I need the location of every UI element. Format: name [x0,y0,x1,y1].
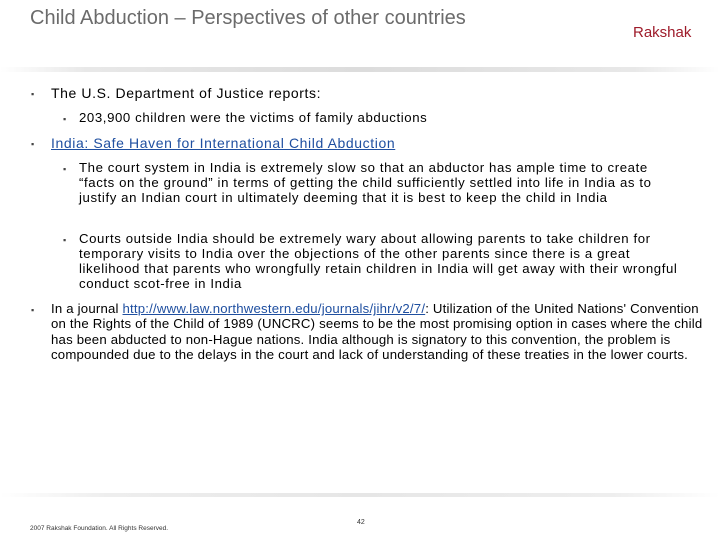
journal-prefix: In a journal [51,301,123,316]
sub-bullet-marker: ▪ [63,235,67,245]
sub-bullet-marker: ▪ [63,164,67,174]
copyright-notice: 2007 Rakshak Foundation. All Rights Reserved. [30,525,169,532]
sub-bullet-court-system-slow: The court system in India is extremely slow so that an abductor has ample time to create “facts on the ground” in terms of getting the child sufficiently settled into life in India as to justify an Indian court in ultimately deeming that it is best to keep the child in India [79,160,652,205]
brand-logo-text: Rakshak [633,24,692,41]
sub-bullet-abduction-count: 203,900 children were the victims of family abductions [79,110,428,125]
page-number: 42 [357,519,365,526]
bullet-doj-reports: The U.S. Department of Justice reports: [51,85,322,101]
bullet-journal-uncrc [51,301,708,363]
bullet-marker: ▪ [31,305,35,315]
bullet-marker: ▪ [31,89,35,99]
journal-link[interactable]: http://www.law.northwestern.edu/journals/jihr/v2/7/ [122,301,426,316]
link-india-safe-haven[interactable]: India: Safe Haven for International Child Abduction [51,135,396,151]
bullet-marker: ▪ [31,139,35,149]
sub-bullet-marker: ▪ [63,114,67,124]
slide-title: Child Abduction – Perspectives of other countries [30,7,466,29]
sub-bullet-courts-outside-india: Courts outside India should be extremely wary about allowing parents to take children for temporary visits to India over the objections of the other parents since there is a great likelihood that parents who wrongfully retain children in India will get away with their wrongful conduct scot-free in India [79,231,678,291]
footer-divider [0,493,720,497]
header-divider [0,67,720,72]
journal-text: : Utilization of the United Nations' Convention on the Rights of the Child of 1989 (UNCRC) seems to be the most promising option in cases where the child has been abducted to non-Hague nations. India although is signatory to this convention, the problem is compounded due to the delays in the court and lack of understanding of these treaties in the lower courts. [51,301,703,363]
